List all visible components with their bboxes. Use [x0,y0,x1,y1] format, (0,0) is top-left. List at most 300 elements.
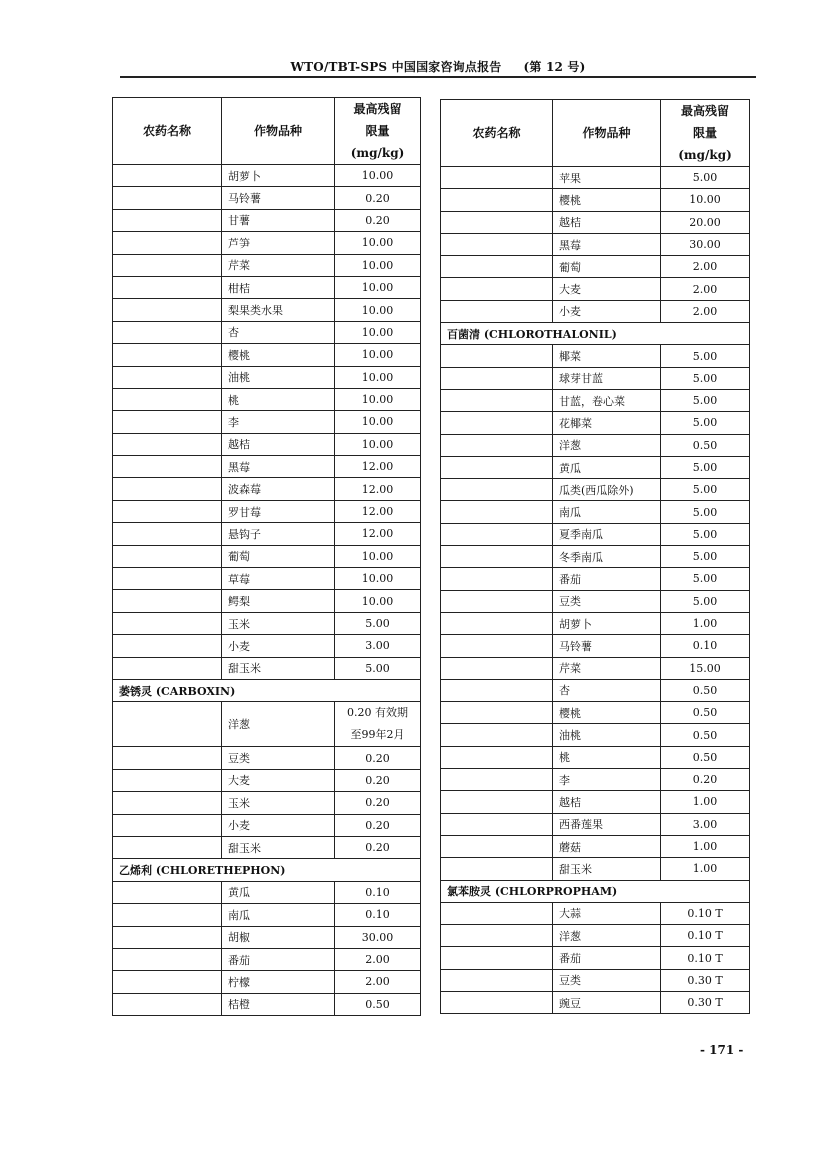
left-main-rows [113,165,421,680]
table-row [441,902,750,924]
table-row [441,546,750,568]
crop-cell: 甜玉米 [222,836,335,858]
pesticide-cell [113,769,222,791]
crop-cell: 豆类 [222,747,335,769]
table-row [441,813,750,835]
crop-cell: 柠檬 [222,971,335,993]
crop-cell: 马铃薯 [222,187,335,209]
mrl-cell: 0.10 T [661,925,750,947]
pesticide-cell [441,612,553,634]
crop-cell: 马铃薯 [553,635,661,657]
table-header-row [441,100,750,167]
table-row [441,835,750,857]
mrl-cell: 5.00 [661,167,750,189]
mrl-cell: 5.00 [661,479,750,501]
mrl-table-right [440,99,750,1014]
table-row [441,167,750,189]
pesticide-cell [113,366,222,388]
crop-cell: 大麦 [222,769,335,791]
mrl-cell: 0.50 [661,702,750,724]
pesticide-cell [441,300,553,322]
table-row [113,702,421,747]
mrl-cell: 0.20 [335,769,421,791]
mrl-cell: 12.00 [335,456,421,478]
section-title-chlorpropham: 氯苯胺灵 (CHLORPROPHAM) [441,880,750,902]
crop-cell: 波森莓 [222,478,335,500]
table-row [113,411,421,433]
mrl-cell: 5.00 [661,590,750,612]
mrl-cell: 10.00 [335,321,421,343]
table-row [441,769,750,791]
mrl-cell: 5.00 [661,523,750,545]
crop-cell: 草莓 [222,568,335,590]
table-row [113,456,421,478]
table-row [441,947,750,969]
pesticide-cell [113,299,222,321]
pesticide-cell [441,902,553,924]
crop-cell: 洋葱 [553,925,661,947]
crop-cell: 豌豆 [553,991,661,1013]
mrl-cell: 5.00 [661,412,750,434]
crop-cell: 越桔 [222,433,335,455]
crop-cell: 樱桃 [553,702,661,724]
pesticide-cell [441,211,553,233]
pesticide-cell [441,278,553,300]
crop-cell: 越桔 [553,791,661,813]
pesticide-cell [441,345,553,367]
mrl-cell: 3.00 [661,813,750,835]
mrl-cell: 20.00 [661,211,750,233]
pesticide-cell [113,904,222,926]
section-row-carboxin [113,679,421,701]
mrl-cell: 30.00 [335,926,421,948]
mrl-cell: 15.00 [661,657,750,679]
pesticide-cell [113,948,222,970]
pesticide-cell [113,792,222,814]
crop-cell: 甘薯 [222,209,335,231]
mrl-header-line2: 限量 [365,124,390,138]
crop-cell: 芦笋 [222,232,335,254]
mrl-cell: 0.20 [661,769,750,791]
table-row [113,881,421,903]
mrl-cell: 10.00 [335,254,421,276]
crop-cell: 桃 [553,746,661,768]
mrl-header-line2: 限量 [692,126,717,140]
table-row [113,187,421,209]
table-header-row [113,98,421,165]
issue-number: (第 12 号) [523,60,586,74]
pesticide-cell [113,433,222,455]
pesticide-cell [441,835,553,857]
mrl-cell: 0.20 [335,792,421,814]
table-row [441,590,750,612]
mrl-cell: 12.00 [335,478,421,500]
table-row [441,969,750,991]
table-row [441,233,750,255]
table-row [113,971,421,993]
mrl-cell: 0.20 [335,814,421,836]
mrl-header-unit: (mg/kg) [350,146,405,160]
section-title-chlorothalonil: 百菌清 (CHLOROTHALONIL) [441,323,750,345]
section-row-chlorothalonil [441,323,750,345]
mrl-cell: 0.20 [335,187,421,209]
crop-cell: 玉米 [222,612,335,634]
pesticide-cell [113,344,222,366]
pesticide-cell [441,746,553,768]
crop-cell: 瓜类(西瓜除外) [553,479,661,501]
mrl-cell: 2.00 [661,278,750,300]
mrl-cell: 5.00 [335,612,421,634]
pesticide-cell [441,769,553,791]
section-title-carboxin: 萎锈灵 (CARBOXIN) [113,679,421,701]
mrl-cell: 0.10 [335,881,421,903]
crop-cell: 油桃 [553,724,661,746]
pesticide-cell [441,412,553,434]
pesticide-cell [113,971,222,993]
mrl-cell: 2.00 [661,256,750,278]
pesticide-cell [113,635,222,657]
table-row [441,501,750,523]
crop-cell: 番茄 [553,947,661,969]
mrl-cell: 0.10 T [661,902,750,924]
table-row [441,189,750,211]
pesticide-cell [441,590,553,612]
mrl-cell: 3.00 [335,635,421,657]
crop-cell: 番茄 [222,948,335,970]
pesticide-cell [113,881,222,903]
pesticide-cell [441,991,553,1013]
pesticide-cell [113,702,222,747]
chlorothalonil-rows [441,345,750,880]
table-row [441,991,750,1013]
crop-cell: 柑桔 [222,276,335,298]
table-row [113,433,421,455]
crop-cell: 冬季南瓜 [553,546,661,568]
pesticide-cell [441,189,553,211]
crop-cell: 罗甘莓 [222,500,335,522]
pesticide-cell [441,813,553,835]
mrl-cell: 12.00 [335,500,421,522]
crop-cell: 小麦 [553,300,661,322]
crop-cell: 甘蓝，卷心菜 [553,389,661,411]
report-title: WTO/TBT-SPS 中国国家咨询点报告 [290,60,502,74]
mrl-cell: 10.00 [335,366,421,388]
page-number: - 171 - [700,1043,744,1057]
table-row [441,568,750,590]
mrl-cell: 0.30 T [661,969,750,991]
table-row [113,388,421,410]
table-row [113,366,421,388]
mrl-cell: 10.00 [661,189,750,211]
crop-cell: 芹菜 [222,254,335,276]
crop-cell: 油桃 [222,366,335,388]
crop-cell: 胡萝卜 [222,165,335,187]
table-row [113,993,421,1015]
mrl-cell: 10.00 [335,165,421,187]
mrl-cell: 10.00 [335,433,421,455]
crop-cell: 芹菜 [553,657,661,679]
column-header-pesticide: 农药名称 [441,100,553,167]
crop-cell: 豆类 [553,590,661,612]
crop-cell: 夏季南瓜 [553,523,661,545]
mrl-cell: 0.20 [335,209,421,231]
pesticide-cell [441,501,553,523]
table-row [113,276,421,298]
mrl-cell: 5.00 [661,367,750,389]
crop-cell: 李 [222,411,335,433]
crop-cell: 洋葱 [553,434,661,456]
chlorethephon-rows [113,881,421,1015]
crop-cell: 杏 [553,679,661,701]
mrl-cell: 12.00 [335,523,421,545]
pesticide-cell [113,165,222,187]
table-row [441,412,750,434]
pesticide-cell [441,434,553,456]
table-row [441,456,750,478]
mrl-value-line1: 0.20 有效期 [347,706,408,720]
pesticide-cell [113,254,222,276]
section-row-chlorethephon [113,859,421,881]
mrl-cell: 2.00 [661,300,750,322]
pesticide-cell [441,233,553,255]
table-row [113,590,421,612]
mrl-value-line2: 至99年2月 [350,728,405,742]
mrl-cell: 10.00 [335,232,421,254]
header-rule [120,76,756,78]
mrl-table-left [112,97,421,1016]
table-row [441,367,750,389]
crop-cell: 甜玉米 [222,657,335,679]
table-row [441,679,750,701]
crop-cell: 南瓜 [553,501,661,523]
pesticide-cell [113,545,222,567]
crop-cell: 豆类 [553,969,661,991]
table-row [113,299,421,321]
carboxin-rows [113,747,421,859]
mrl-cell: 0.20 [335,836,421,858]
crop-cell: 大麦 [553,278,661,300]
pesticide-cell [113,993,222,1015]
pesticide-cell [113,926,222,948]
crop-cell: 樱桃 [222,344,335,366]
crop-cell: 洋葱 [222,702,335,747]
column-header-mrl [661,100,750,167]
section-title-chlorethephon: 乙烯利 (CHLORETHEPHON) [113,859,421,881]
crop-cell: 甜玉米 [553,858,661,880]
pesticide-cell [441,947,553,969]
crop-cell: 球芽甘蓝 [553,367,661,389]
crop-cell: 苹果 [553,167,661,189]
pesticide-cell [441,791,553,813]
pesticide-cell [441,479,553,501]
crop-cell: 悬钩子 [222,523,335,545]
table-row [113,545,421,567]
table-row [441,389,750,411]
table-row [113,769,421,791]
crop-cell: 玉米 [222,792,335,814]
table-row [113,321,421,343]
table-row [113,254,421,276]
mrl-cell: 1.00 [661,835,750,857]
chlorpropham-rows [441,902,750,1013]
mrl-cell: 10.00 [335,299,421,321]
pesticide-cell [113,321,222,343]
mrl-cell: 0.10 [661,635,750,657]
pesticide-cell [441,523,553,545]
pesticide-cell [113,814,222,836]
mrl-cell: 0.50 [661,679,750,701]
mrl-cell: 10.00 [335,388,421,410]
mrl-header-line1: 最高残留 [353,102,402,116]
column-header-crop: 作物品种 [222,98,335,165]
crop-cell: 黑莓 [222,456,335,478]
table-row [113,747,421,769]
crop-cell: 胡椒 [222,926,335,948]
table-row [441,523,750,545]
crop-cell: 桃 [222,388,335,410]
page-header [120,58,756,78]
pesticide-cell [113,500,222,522]
mrl-cell: 5.00 [661,345,750,367]
table-row [113,814,421,836]
mrl-cell: 5.00 [661,456,750,478]
pesticide-cell [113,276,222,298]
table-row [441,612,750,634]
table-row [113,792,421,814]
mrl-cell: 0.10 [335,904,421,926]
pesticide-cell [113,187,222,209]
crop-cell: 黑莓 [553,233,661,255]
crop-cell: 黄瓜 [222,881,335,903]
pesticide-cell [113,388,222,410]
mrl-cell: 0.10 T [661,947,750,969]
mrl-cell: 0.50 [661,724,750,746]
crop-cell: 越桔 [553,211,661,233]
mrl-cell: 0.20 [335,747,421,769]
mrl-cell: 1.00 [661,791,750,813]
table-row [441,635,750,657]
pesticide-cell [441,167,553,189]
table-row [113,836,421,858]
mrl-cell: 0.50 [661,434,750,456]
mrl-cell: 5.00 [335,657,421,679]
crop-cell: 花椰菜 [553,412,661,434]
crop-cell: 胡萝卜 [553,612,661,634]
pesticide-cell [441,702,553,724]
mrl-cell: 5.00 [661,546,750,568]
column-header-pesticide: 农药名称 [113,98,222,165]
table-row [441,434,750,456]
table-row [441,300,750,322]
crop-cell: 李 [553,769,661,791]
right-main-rows [441,167,750,323]
table-row [113,904,421,926]
pesticide-cell [441,256,553,278]
table-row [113,657,421,679]
table-row [113,344,421,366]
pesticide-cell [441,456,553,478]
mrl-cell: 1.00 [661,612,750,634]
pesticide-cell [441,635,553,657]
mrl-cell: 0.50 [335,993,421,1015]
table-row [113,478,421,500]
table-row [441,858,750,880]
pesticide-cell [441,568,553,590]
table-row [113,232,421,254]
table-row [113,500,421,522]
table-row [113,612,421,634]
pesticide-cell [113,590,222,612]
crop-cell: 樱桃 [553,189,661,211]
pesticide-cell [113,478,222,500]
table-row [441,746,750,768]
table-row [113,523,421,545]
table-row [113,209,421,231]
pesticide-cell [441,546,553,568]
mrl-cell: 10.00 [335,590,421,612]
pesticide-cell [113,747,222,769]
pesticide-cell [441,367,553,389]
crop-cell: 椰菜 [553,345,661,367]
table-row [441,791,750,813]
table-row [441,278,750,300]
pesticide-cell [113,568,222,590]
crop-cell: 小麦 [222,814,335,836]
column-header-mrl [335,98,421,165]
pesticide-cell [441,724,553,746]
mrl-cell: 5.00 [661,501,750,523]
table-row [441,211,750,233]
crop-cell: 葡萄 [222,545,335,567]
mrl-cell: 10.00 [335,545,421,567]
mrl-header-unit: (mg/kg) [678,148,732,162]
table-row [441,925,750,947]
mrl-cell: 0.30 T [661,991,750,1013]
mrl-cell: 2.00 [335,948,421,970]
crop-cell: 南瓜 [222,904,335,926]
column-header-crop: 作物品种 [553,100,661,167]
table-row [113,165,421,187]
pesticide-cell [441,657,553,679]
crop-cell: 小麦 [222,635,335,657]
crop-cell: 大蒜 [553,902,661,924]
pesticide-cell [441,679,553,701]
table-row [441,479,750,501]
pesticide-cell [113,523,222,545]
crop-cell: 番茄 [553,568,661,590]
section-row-chlorpropham [441,880,750,902]
table-row [441,702,750,724]
table-row [113,635,421,657]
pesticide-cell [113,612,222,634]
table-row [441,256,750,278]
pesticide-cell [113,456,222,478]
table-row [441,657,750,679]
mrl-cell: 2.00 [335,971,421,993]
table-row [441,345,750,367]
table-row [441,724,750,746]
pesticide-cell [441,389,553,411]
table-row [113,926,421,948]
pesticide-cell [113,836,222,858]
table-row [113,568,421,590]
mrl-header-line1: 最高残留 [680,104,729,118]
crop-cell: 杏 [222,321,335,343]
crop-cell: 桔橙 [222,993,335,1015]
mrl-cell: 10.00 [335,276,421,298]
mrl-cell [335,702,421,747]
pesticide-cell [113,232,222,254]
